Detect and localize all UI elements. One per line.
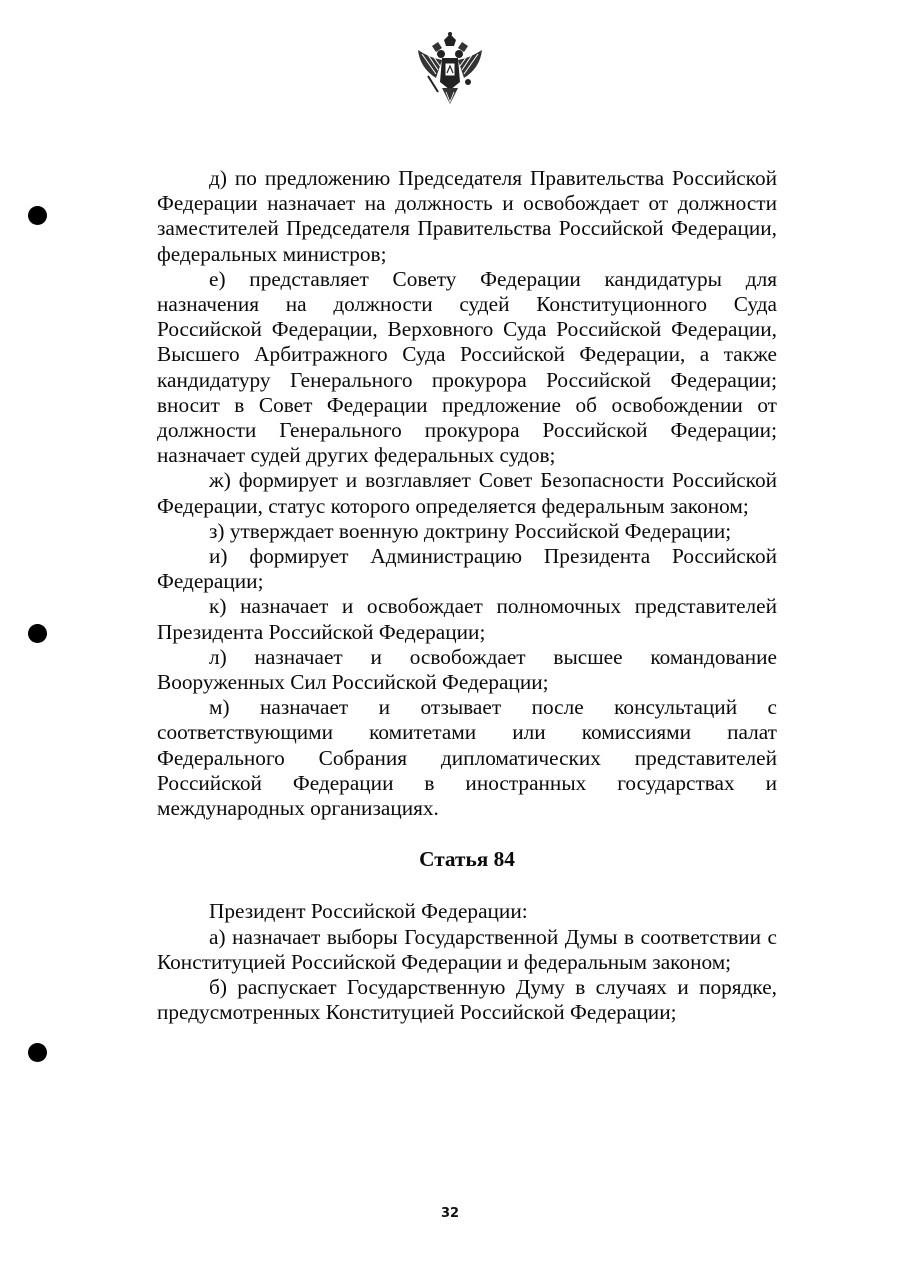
paragraph-b: б) распускает Государственную Думу в случаях и порядке, предусмотренных Конституцией Российской Федерации; [157, 975, 777, 1025]
paragraph-k: к) назначает и освобождает полномочных представителей Президента Российской Федерации; [157, 594, 777, 644]
paragraph-a: а) назначает выборы Государственной Думы в соответствии с Конституцией Российской Федерации и федеральным законом; [157, 924, 777, 974]
paragraph-l: л) назначает и освобождает высшее командование Вооруженных Сил Российской Федерации; [157, 644, 777, 695]
paragraph-zh: ж) формирует и возглавляет Совет Безопасности Российской Федерации, статус которого определяется федеральным законом; [157, 468, 777, 518]
paragraph-d: д) по предложению Председателя Правительства Российской Федерации назначает на должность и освобождает от должности заместителей Председателя Правительства Российской Федерации, федеральных министров; [157, 166, 777, 266]
paragraph-i: и) формирует Администрацию Президента Российской Федерации; [157, 544, 777, 594]
paragraph-z: з) утверждает военную доктрину Российской Федерации; [209, 518, 732, 543]
coat-of-arms-icon [410, 30, 490, 110]
paragraph-intro: Президент Российской Федерации: [209, 899, 528, 924]
paragraph-m: м) назначает и отзывает после консультаций с соответствующими комитетами или комиссиями палат Федерального Собрания дипломатических представителей Российской Федерации в иностранных государствах и международных организациях. [157, 695, 777, 821]
document-body [157, 166, 777, 1026]
paragraph-e: е) представляет Совету Федерации кандидатуры для назначения на должности судей Конституционного Суда Российской Федерации, Верховного Суда Российской Федерации, Высшего Арбитражного Суда Российской Федерации, а также кандидатуру Генерального прокурора Российской Федерации; вносит в Совет Федерации предложение об освобождении от должности Генерального прокурора Российской Федерации; назначает судей других федеральных судов; [157, 266, 777, 468]
page-number: 32 [440, 1206, 460, 1221]
article-heading: Статья 84 [419, 847, 515, 872]
binder-hole-icon [28, 1043, 47, 1062]
binder-hole-icon [28, 624, 47, 643]
binder-hole-icon [28, 206, 47, 225]
